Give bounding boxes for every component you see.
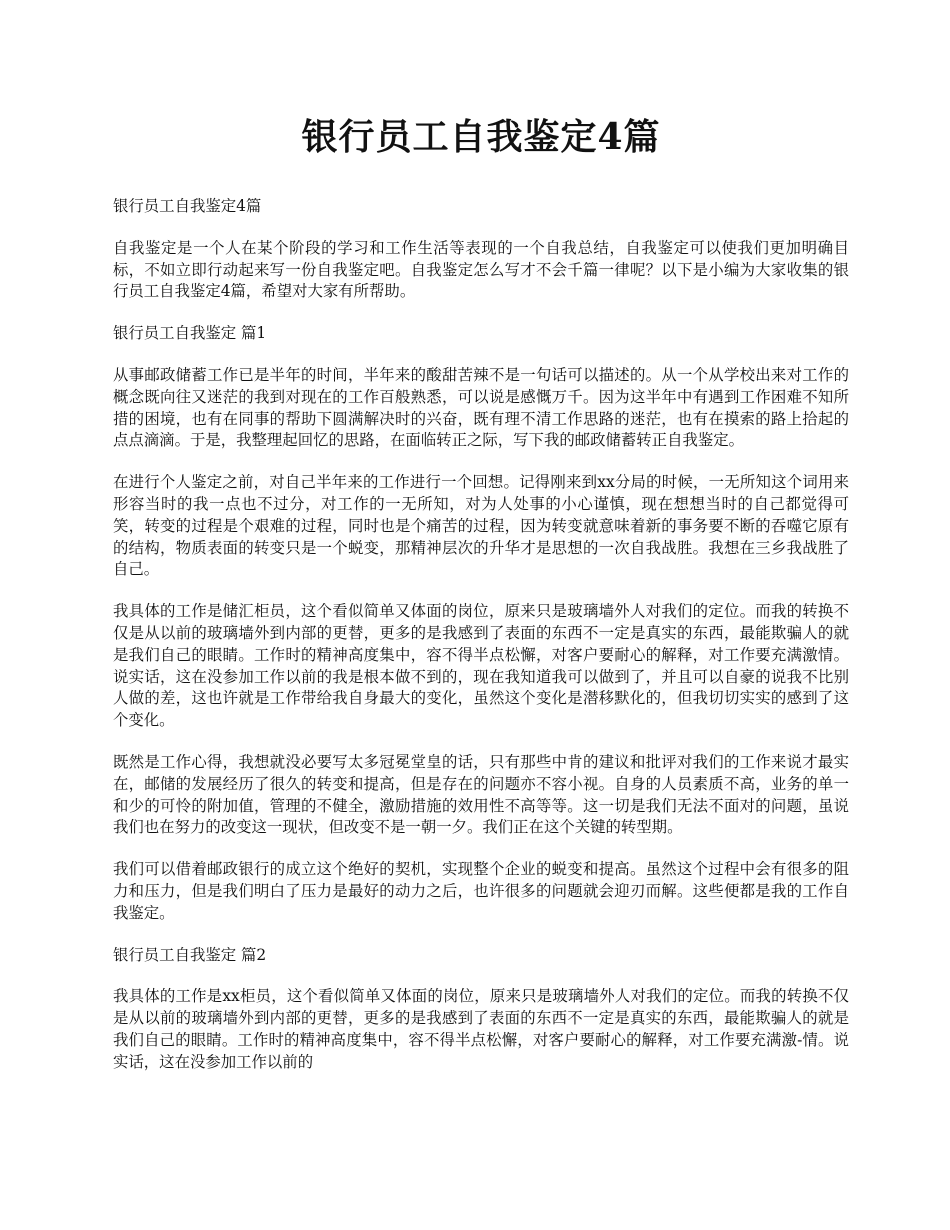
document-body xyxy=(113,112,849,1094)
body-paragraph: 我们可以借着邮政银行的成立这个绝好的契机，实现整个企业的蜕变和提高。虽然这个过程中会有很多的阻力和压力，但是我们明白了压力是最好的动力之后，也许很多的问题就会迎刃而解。这些便都是我的工作自我鉴定。 xyxy=(113,860,849,922)
body-paragraph: 我具体的工作是xx柜员，这个看似简单又体面的岗位，原来只是玻璃墙外人对我们的定位。而我的转换不仅是从以前的玻璃墙外到内部的更替，更多的是我感到了表面的东西不一定是真实的东西，最能欺骗人的就是我们自己的眼睛。工作时的精神高度集中，容不得半点松懈，对客户要耐心的解释，对工作要充满激-情。说实话，这在没参加工作以前的 xyxy=(113,987,849,1071)
subtitle-line: 银行员工自我鉴定4篇 xyxy=(113,197,262,215)
body-paragraph: 既然是工作心得，我想就没必要写太多冠冕堂皇的话，只有那些中肯的建议和批评对我们的工作来说才最实在，邮储的发展经历了很久的转变和提高，但是存在的问题亦不容小视。自身的人员素质不高，业务的单一和少的可怜的附加值，管理的不健全，激励措施的效用性不高等等。这一切是我们无法不面对的问题，虽说我们也在努力的改变这一现状，但改变不是一朝一夕。我们正在这个关键的转型期。 xyxy=(113,752,849,837)
document-title: 银行员工自我鉴定4篇 xyxy=(301,116,661,158)
intro-paragraph: 自我鉴定是一个人在某个阶段的学习和工作生活等表现的一个自我总结，自我鉴定可以使我们更加明确目标，不如立即行动起来写一份自我鉴定吧。自我鉴定怎么写才不会千篇一律呢？以下是小编为大家收集的银行员工自我鉴定4篇，希望对大家有所帮助。 xyxy=(113,238,849,301)
body-paragraph: 从事邮政储蓄工作已是半年的时间，半年来的酸甜苦辣不是一句话可以描述的。从一个从学校出来对工作的概念既向往又迷茫的我到对现在的工作百般熟悉，可以说是感慨万千。因为这半年中有遇到工作困难不知所措的困境，也有在同事的帮助下圆满解决时的兴奋，既有理不清工作思路的迷茫，也有在摸索的路上拾起的点点滴滴。于是，我整理起回忆的思路，在面临转正之际，写下我的邮政储蓄转正自我鉴定。 xyxy=(113,365,849,450)
body-paragraph: 我具体的工作是储汇柜员，这个看似简单又体面的岗位，原来只是玻璃墙外人对我们的定位。而我的转换不仅是从以前的玻璃墙外到内部的更替，更多的是我感到了表面的东西不一定是真实的东西，最能欺骗人的就是我们自己的眼睛。工作时的精神高度集中，容不得半点松懈，对客户要耐心的解释，对工作要充满激情。说实话，这在没参加工作以前的我是根本做不到的，现在我知道我可以做到了，并且可以自豪的说我不比别人做的差，这也许就是工作带给我自身最大的变化，虽然这个变化是潜移默化的，但我切切实实的感到了这个变化。 xyxy=(113,602,849,730)
section-heading-1: 银行员工自我鉴定 篇1 xyxy=(113,324,267,343)
section-heading-2: 银行员工自我鉴定 篇2 xyxy=(113,945,267,964)
body-paragraph: 在进行个人鉴定之前，对自己半年来的工作进行一个回想。记得刚来到xx分局的时候，一无所知这个词用来形容当时的我一点也不过分，对工作的一无所知，对为人处事的小心谨慎，现在想想当时的自己都觉得可笑，转变的过程是个艰难的过程，同时也是个痛苦的过程，因为转变就意味着新的事务要不断的吞噬它原有的结构，物质表面的转变只是一个蜕变，那精神层次的升华才是思想的一次自我战胜。我想在三乡我战胜了自己。 xyxy=(113,473,849,579)
